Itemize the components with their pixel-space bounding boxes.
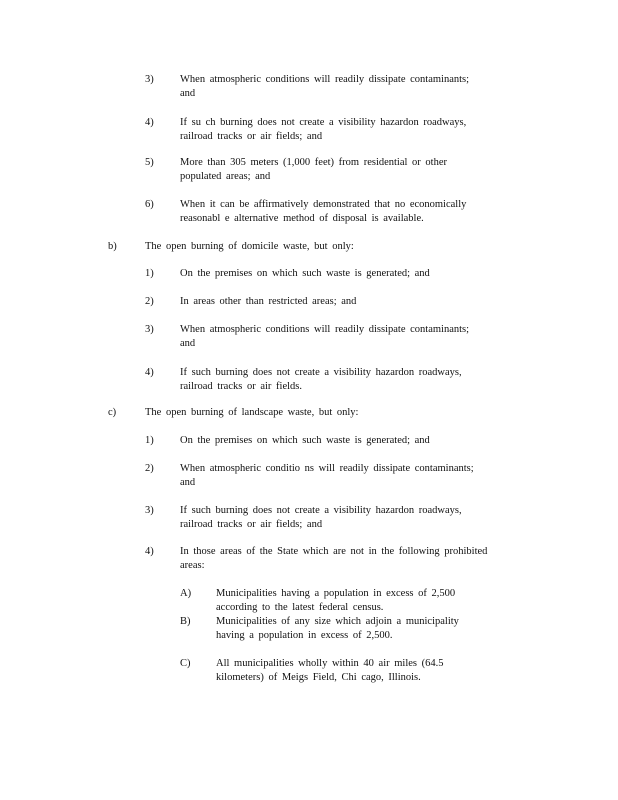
item-line: When atmospheric conditions will readily dissipate contaminants; <box>180 324 470 335</box>
section-text <box>145 240 505 254</box>
item-line: If su ch burning does not create a visibility hazardon roadways, <box>180 117 467 128</box>
item-line: reasonabl e alternative method of disposal is available. <box>180 213 424 224</box>
item-line: kilometers) of Meigs Field, Chi cago, Illinois. <box>216 672 421 683</box>
item-text <box>180 116 510 144</box>
item-text <box>180 156 510 184</box>
item-line: having a population in excess of 2,500. <box>216 630 393 641</box>
item-number: 4) <box>145 117 154 128</box>
item-text <box>180 267 510 281</box>
item-line: If such burning does not create a visibility hazardon roadways, <box>180 367 462 378</box>
item-line: Municipalities of any size which adjoin a municipality <box>216 616 459 627</box>
item-line: On the premises on which such waste is generated; and <box>180 268 430 279</box>
item-line: Municipalities having a population in excess of 2,500 <box>216 588 456 599</box>
item-line: railroad tracks or air fields; and <box>180 519 323 530</box>
item-line: according to the latest federal census. <box>216 602 384 613</box>
item-number: 2) <box>145 296 154 307</box>
item-text <box>180 73 510 101</box>
item-number: 3) <box>145 74 154 85</box>
item-line: and <box>180 338 196 349</box>
item-line: On the premises on which such waste is generated; and <box>180 435 430 446</box>
subitem-letter: B) <box>180 616 191 627</box>
item-line: When atmospheric conditio ns will readily dissipate contaminants; <box>180 463 474 474</box>
item-number: 5) <box>145 157 154 168</box>
item-line: More than 305 meters (1,000 feet) from residential or other <box>180 157 448 168</box>
item-line: populated areas; and <box>180 171 271 182</box>
item-number: 4) <box>145 546 154 557</box>
item-text <box>180 366 510 394</box>
item-number: 1) <box>145 268 154 279</box>
item-text <box>180 504 510 532</box>
item-number: 3) <box>145 324 154 335</box>
item-text <box>180 323 510 351</box>
item-line: If such burning does not create a visibility hazardon roadways, <box>180 505 462 516</box>
item-number: 6) <box>145 199 154 210</box>
item-text <box>180 545 510 573</box>
item-text <box>180 462 510 490</box>
item-line: railroad tracks or air fields; and <box>180 131 323 142</box>
section-text <box>145 406 505 420</box>
item-number: 2) <box>145 463 154 474</box>
item-line: In those areas of the State which are not in the following prohibited <box>180 546 488 557</box>
subitem-text <box>216 657 496 685</box>
subitem-letter: A) <box>180 588 192 599</box>
item-text <box>180 295 510 309</box>
item-line: When it can be affirmatively demonstrated that no economically <box>180 199 467 210</box>
item-number: 1) <box>145 435 154 446</box>
item-line: railroad tracks or air fields. <box>180 381 302 392</box>
item-text <box>180 434 510 448</box>
section-line: The open burning of landscape waste, but only: <box>145 407 359 418</box>
subitem-text <box>216 615 496 643</box>
section-number: c) <box>108 407 117 418</box>
section-line: The open burning of domicile waste, but only: <box>145 241 354 252</box>
item-number: 3) <box>145 505 154 516</box>
item-line: When atmospheric conditions will readily dissipate contaminants; <box>180 74 470 85</box>
item-line: All municipalities wholly within 40 air miles (64.5 <box>216 658 444 669</box>
item-number: 4) <box>145 367 154 378</box>
subitem-letter: C) <box>180 658 191 669</box>
item-line: areas: <box>180 560 205 571</box>
item-text <box>180 198 510 226</box>
item-line: and <box>180 88 196 99</box>
subitem-text <box>216 587 496 615</box>
section-number: b) <box>108 241 117 252</box>
item-line: and <box>180 477 196 488</box>
item-line: In areas other than restricted areas; and <box>180 296 357 307</box>
